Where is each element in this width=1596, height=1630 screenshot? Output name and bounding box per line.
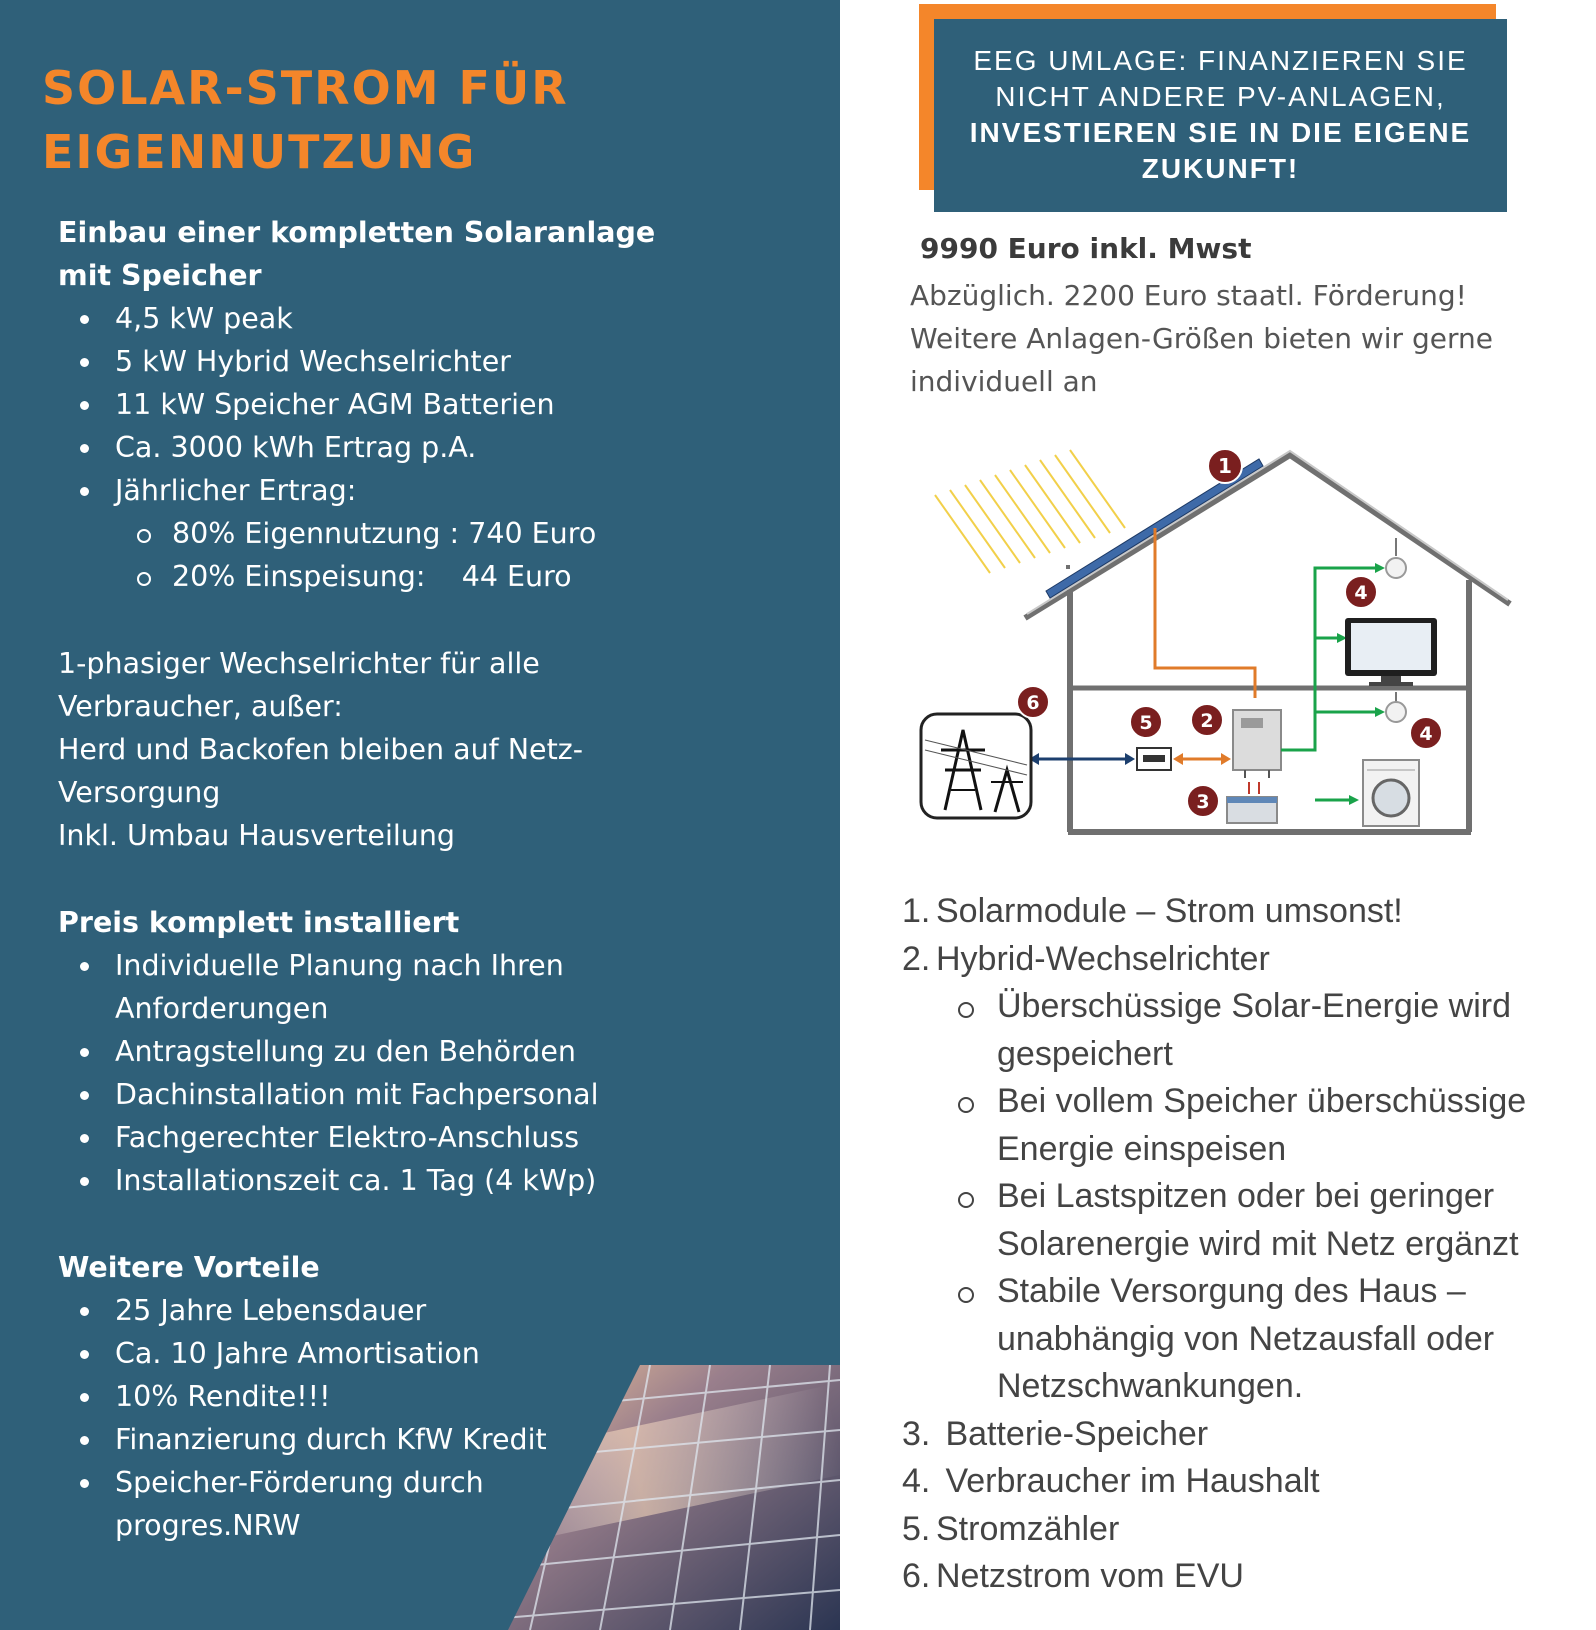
banner-line: INVESTIEREN SIE IN DIE EIGENE bbox=[969, 117, 1472, 148]
svg-text:2: 2 bbox=[1200, 710, 1214, 732]
page-title bbox=[42, 56, 569, 184]
marker-6 bbox=[1017, 686, 1049, 718]
battery-icon bbox=[1227, 797, 1277, 823]
inverter-section bbox=[58, 642, 583, 857]
bulb-icon bbox=[1386, 692, 1406, 722]
section-heading: Preis komplett installiert bbox=[58, 906, 460, 939]
list-item: 20% Einspeisung: 44 Euro bbox=[58, 555, 655, 598]
tv-icon bbox=[1345, 618, 1437, 686]
banner-line: NICHT ANDERE PV-ANLAGEN, bbox=[995, 81, 1446, 112]
list-item: Finanzierung durch KfW Kredit bbox=[58, 1418, 547, 1461]
text-line: Versorgung bbox=[58, 776, 221, 809]
list-item: 5 kW Hybrid Wechselrichter bbox=[58, 340, 655, 383]
text-line: 1-phasiger Wechselrichter für alle bbox=[58, 647, 540, 680]
price-note: Weitere Anlagen-Größen bieten wir gerne bbox=[910, 322, 1493, 355]
legend-item: 3. Batterie-Speicher bbox=[902, 1414, 1209, 1453]
power-grid-icon bbox=[921, 714, 1031, 818]
system-section bbox=[58, 211, 655, 598]
svg-text:1: 1 bbox=[1218, 454, 1232, 478]
bulb-icon bbox=[1386, 538, 1406, 578]
list-item: Installationszeit ca. 1 Tag (4 kWp) bbox=[58, 1159, 599, 1202]
svg-text:4: 4 bbox=[1354, 582, 1368, 604]
legend-subitem: Stabile Versorgung des Haus – unabhängig von Netzausfall oder Netzschwankungen. bbox=[902, 1268, 1582, 1411]
price-notes bbox=[910, 274, 1550, 403]
banner-line: ZUKUNFT! bbox=[1141, 153, 1300, 184]
legend-subitem: Überschüssige Solar-Energie wird gespeichert bbox=[902, 983, 1582, 1078]
list-item: Jährlicher Ertrag: bbox=[58, 469, 655, 512]
sun-rays bbox=[935, 450, 1125, 573]
list-item: Ca. 10 Jahre Amortisation bbox=[58, 1332, 547, 1375]
list-item: 4,5 kW peak bbox=[58, 297, 655, 340]
text-line: Herd und Backofen bleiben auf Netz- bbox=[58, 733, 584, 766]
marker-3 bbox=[1187, 785, 1219, 817]
marker-4 bbox=[1345, 576, 1377, 608]
benefits-list bbox=[58, 1289, 547, 1547]
service-list bbox=[58, 944, 599, 1202]
price-note: individuell an bbox=[910, 365, 1098, 398]
svg-text:5: 5 bbox=[1139, 712, 1153, 734]
legend-item: 4. Verbraucher im Haushalt bbox=[902, 1462, 1320, 1500]
price-main: 9990 Euro inkl. Mwst bbox=[920, 232, 1252, 265]
list-item: 25 Jahre Lebensdauer bbox=[58, 1289, 547, 1332]
price-note: Abzüglich. 2200 Euro staatl. Förderung! bbox=[910, 279, 1467, 312]
svg-text:6: 6 bbox=[1026, 692, 1040, 714]
legend-subitem: Bei Lastspitzen oder bei geringer Solarenergie wird mit Netz ergänzt bbox=[902, 1173, 1582, 1268]
eeg-banner bbox=[934, 19, 1507, 212]
legend-item: 5. Stromzähler bbox=[902, 1509, 1120, 1548]
marker-2 bbox=[1191, 704, 1223, 736]
diagram-legend bbox=[902, 888, 1582, 1601]
house-diagram bbox=[915, 420, 1515, 850]
title-line: EIGENNUTZUNG bbox=[42, 125, 477, 179]
marker-5 bbox=[1130, 706, 1162, 738]
section-heading: Einbau einer kompletten Solaranlage bbox=[58, 216, 656, 249]
marker-1 bbox=[1208, 449, 1242, 483]
legend-item: 6. Netzstrom vom EVU bbox=[902, 1557, 1244, 1595]
list-item: Antragstellung zu den Behörden bbox=[58, 1030, 599, 1073]
house-outline bbox=[1025, 451, 1510, 832]
text-line: Inkl. Umbau Hausverteilung bbox=[58, 819, 455, 852]
list-item: Fachgerechter Elektro-Anschluss bbox=[58, 1116, 599, 1159]
benefits-section bbox=[58, 1246, 547, 1547]
yield-list bbox=[58, 512, 655, 598]
text-line: Verbraucher, außer: bbox=[58, 690, 343, 723]
list-item: 80% Eigennutzung : 740 Euro bbox=[58, 512, 655, 555]
meter-icon bbox=[1137, 748, 1171, 770]
legend-item: 2. Hybrid-Wechselrichter Überschüssige Solar-Energie wird gespeichert Bei vollem Speicher überschüssige Energie einspeisen Bei Lastspitzen oder bei geringer Solarenergie wird mit Netz ergänzt Stabile Versorgung des Haus – unabhängig von Netzausfall oder Netzschwankungen. bbox=[902, 936, 1582, 1411]
list-item: Dachinstallation mit Fachpersonal bbox=[58, 1073, 599, 1116]
list-item: 11 kW Speicher AGM Batterien bbox=[58, 383, 655, 426]
marker-4 bbox=[1410, 717, 1442, 749]
list-item: Ca. 3000 kWh Ertrag p.A. bbox=[58, 426, 655, 469]
section-heading: mit Speicher bbox=[58, 259, 262, 292]
list-item: Individuelle Planung nach Ihren Anforderungen bbox=[58, 944, 599, 1030]
banner-line: EEG UMLAGE: FINANZIEREN SIE bbox=[973, 45, 1468, 76]
list-item: 10% Rendite!!! bbox=[58, 1375, 547, 1418]
list-item: Speicher-Förderung durch progres.NRW bbox=[58, 1461, 547, 1547]
svg-text:4: 4 bbox=[1419, 723, 1433, 745]
legend-subitem: Bei vollem Speicher überschüssige Energie einspeisen bbox=[902, 1078, 1582, 1173]
section-heading: Weitere Vorteile bbox=[58, 1251, 320, 1284]
legend-list bbox=[902, 888, 1582, 1601]
price-included-section bbox=[58, 901, 599, 1202]
title-line: SOLAR-STROM FÜR bbox=[42, 61, 569, 115]
washing-machine-icon bbox=[1363, 760, 1419, 826]
legend-item: 1. Solarmodule – Strom umsonst! bbox=[902, 892, 1403, 930]
svg-text:3: 3 bbox=[1196, 791, 1210, 813]
inverter-icon bbox=[1233, 710, 1281, 778]
system-list bbox=[58, 297, 655, 512]
legend-sublist bbox=[902, 983, 1582, 1411]
